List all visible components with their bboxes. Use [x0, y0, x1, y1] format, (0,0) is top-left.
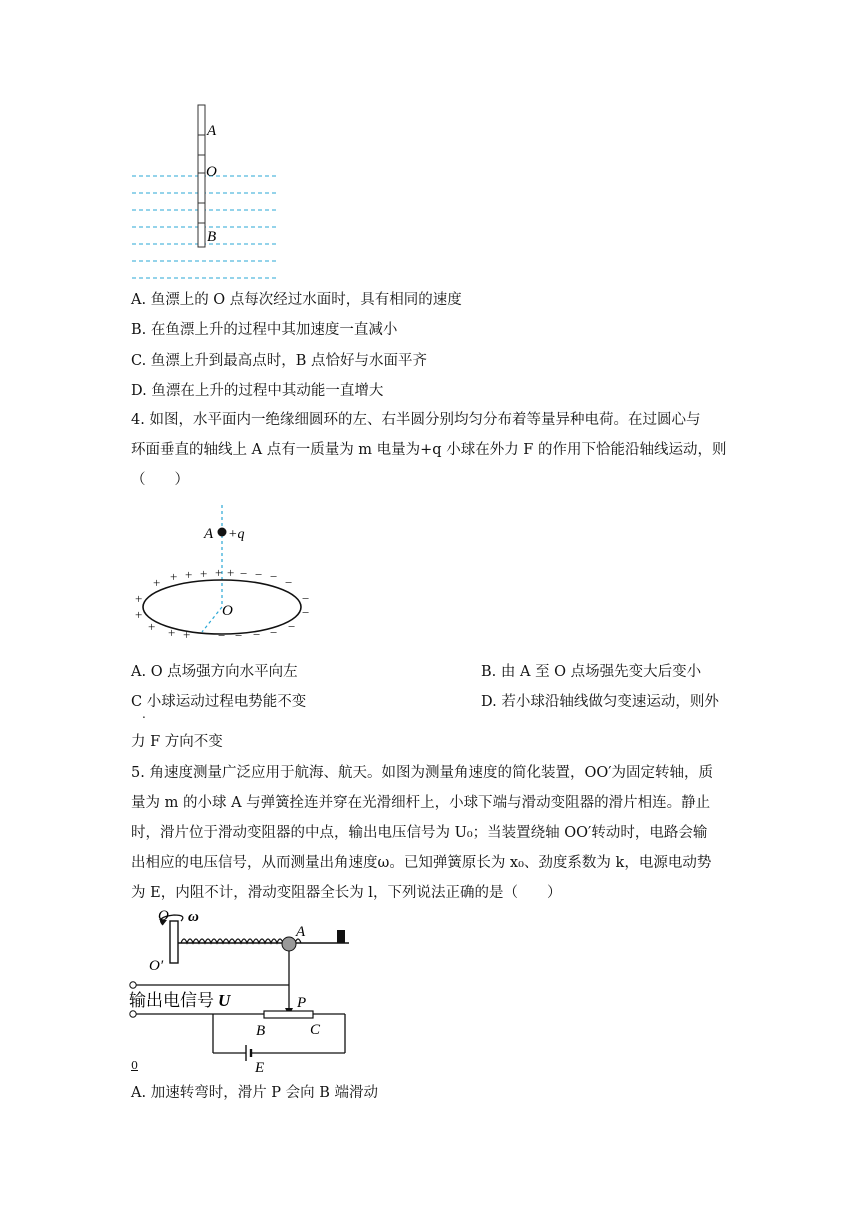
charge-ball — [218, 528, 227, 537]
svg-text:−: − — [302, 605, 310, 620]
svg-text:+: + — [185, 567, 193, 582]
svg-text:+: + — [183, 627, 191, 642]
svg-text:+: + — [153, 575, 161, 590]
label-a: A — [296, 924, 306, 940]
ball-a — [282, 937, 296, 951]
q3-option-d: D. 鱼漂在上升的过程中其动能一直增大 — [131, 383, 384, 399]
q5-stem-line4: 出相应的电压信号，从而测量出角速度ω。已知弹簧原长为 x₀、劲度系数为 k，电源电动势 — [131, 855, 712, 871]
q3-option-a: A. 鱼漂上的 O 点每次经过水面时，具有相同的速度 — [131, 292, 462, 308]
label-o-prime: O′ — [149, 958, 164, 974]
label-o: O — [222, 603, 233, 619]
float-figure — [125, 100, 285, 285]
shaft — [170, 921, 178, 963]
svg-text:+: + — [170, 569, 178, 584]
label-a: A — [207, 123, 217, 139]
svg-text:+: + — [135, 591, 143, 606]
svg-text:−: − — [218, 628, 226, 643]
rheostat — [264, 1011, 313, 1018]
q5-stem-line1: 5. 角速度测量广泛应用于航海、航天。如图为测量角速度的简化装置，OO′为固定转轴，质 — [131, 765, 714, 781]
svg-text:+: + — [200, 566, 208, 581]
q5-stem-line2: 量为 m 的小球 A 与弹簧拴连并穿在光滑细杆上，小球下端与滑动变阻器的滑片相连。静止 — [131, 795, 711, 811]
q4-option-c: C 小球运动过程电势能不变 — [131, 694, 307, 710]
label-q: +q — [228, 527, 245, 542]
svg-text:−: − — [270, 569, 278, 584]
svg-text:−: − — [240, 566, 248, 581]
stop-block — [337, 930, 345, 943]
ring-figure — [125, 495, 325, 645]
stray-zero: 0 — [131, 1059, 138, 1072]
svg-text:−: − — [235, 628, 243, 643]
float-body — [198, 105, 205, 247]
label-c: C — [310, 1022, 321, 1038]
q4-stem-line3: （ ） — [131, 472, 189, 488]
label-b: B — [207, 229, 217, 245]
label-b: B — [256, 1023, 266, 1039]
svg-text:−: − — [255, 567, 263, 582]
svg-text:−: − — [302, 591, 310, 606]
q4-option-d-cont: 力 F 方向不变 — [131, 734, 223, 750]
svg-text:+: + — [135, 607, 143, 622]
svg-text:+: + — [148, 619, 156, 634]
output-label: 输出电信号 U — [129, 991, 231, 1010]
q4-option-b: B. 由 A 至 O 点场强先变大后变小 — [481, 664, 702, 680]
label-p: P — [297, 995, 307, 1011]
q4-stem-line1: 4. 如图，水平面内一绝缘细圆环的左、右半圆分别均匀分布着等量异种电荷。在过圆心与 — [131, 412, 701, 428]
q3-option-c: C. 鱼漂上升到最高点时，B 点恰好与水面平齐 — [131, 353, 428, 369]
svg-text:+: + — [227, 565, 235, 580]
svg-text:+: + — [168, 625, 176, 640]
svg-text:−: − — [288, 619, 296, 634]
q4-option-c-dot: . — [142, 707, 146, 721]
q3-option-b: B. 在鱼漂上升的过程中其加速度一直减小 — [131, 322, 398, 338]
label-o: O — [206, 164, 217, 180]
label-a: A — [204, 526, 214, 542]
label-o: O — [158, 908, 169, 924]
svg-text:−: − — [270, 625, 278, 640]
label-e: E — [255, 1060, 265, 1075]
q4-option-d: D. 若小球沿轴线做匀变速运动，则外 — [481, 694, 719, 710]
svg-text:−: − — [285, 575, 293, 590]
svg-text:+: + — [215, 565, 223, 580]
device-figure — [125, 905, 365, 1075]
q4-stem-line2: 环面垂直的轴线上 A 点有一质量为 m 电量为+q 小球在外力 F 的作用下恰能沿轴线运动，则 — [131, 442, 727, 458]
svg-text:−: − — [253, 627, 261, 642]
q5-stem-line5: 为 E，内阻不计，滑动变阻器全长为 l，下列说法正确的是（ ） — [131, 885, 562, 901]
q4-option-a: A. O 点场强方向水平向左 — [131, 664, 298, 680]
q5-option-a: A. 加速转弯时，滑片 P 会向 B 端滑动 — [131, 1085, 379, 1101]
q5-stem-line3: 时，滑片位于滑动变阻器的中点，输出电压信号为 U₀；当装置绕轴 OO′转动时，电路会输 — [131, 825, 708, 841]
label-omega: ω — [188, 909, 199, 925]
